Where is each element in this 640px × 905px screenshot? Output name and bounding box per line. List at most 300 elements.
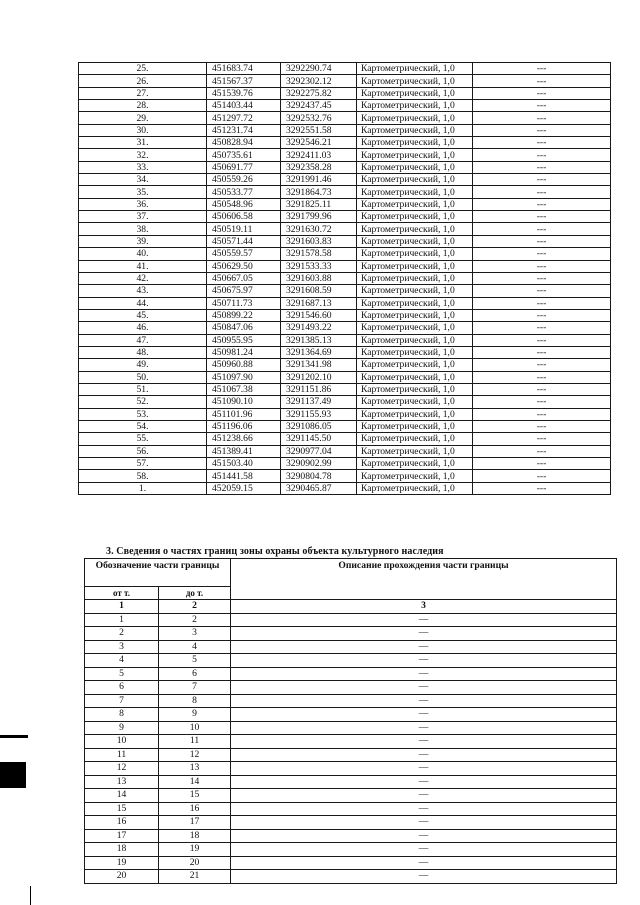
boundary-part-row: [85, 843, 617, 857]
part-description: —: [231, 775, 617, 789]
coordinate-row: [79, 445, 611, 457]
determination-method: Картометрический, 1,0: [357, 396, 473, 408]
to-point: 3: [159, 627, 231, 641]
x-coordinate: 450559.57: [207, 248, 281, 260]
boundary-part-row: [85, 694, 617, 708]
point-description: ---: [473, 482, 611, 494]
point-number: 41.: [79, 260, 207, 272]
point-number: 57.: [79, 458, 207, 470]
point-number: 55.: [79, 433, 207, 445]
y-coordinate: 3291202.10: [281, 371, 357, 383]
to-point: 14: [159, 775, 231, 789]
from-point: 4: [85, 654, 159, 668]
boundary-part-row: [85, 613, 617, 627]
y-coordinate: 3292551.58: [281, 124, 357, 136]
point-description: ---: [473, 100, 611, 112]
coordinate-row: [79, 408, 611, 420]
coordinate-row: [79, 63, 611, 75]
x-coordinate: 451403.44: [207, 100, 281, 112]
determination-method: Картометрический, 1,0: [357, 383, 473, 395]
determination-method: Картометрический, 1,0: [357, 137, 473, 149]
coordinate-row: [79, 383, 611, 395]
point-description: ---: [473, 161, 611, 173]
point-number: 43.: [79, 285, 207, 297]
y-coordinate: 3291533.33: [281, 260, 357, 272]
coordinate-row: [79, 371, 611, 383]
determination-method: Картометрический, 1,0: [357, 285, 473, 297]
part-description: —: [231, 870, 617, 884]
from-point: 12: [85, 762, 159, 776]
point-description: ---: [473, 433, 611, 445]
y-coordinate: 3291864.73: [281, 186, 357, 198]
y-coordinate: 3291603.88: [281, 272, 357, 284]
x-coordinate: 450675.97: [207, 285, 281, 297]
from-point: 7: [85, 694, 159, 708]
part-description: —: [231, 694, 617, 708]
point-number: 47.: [79, 334, 207, 346]
y-coordinate: 3291155.93: [281, 408, 357, 420]
to-point: 18: [159, 829, 231, 843]
point-description: ---: [473, 272, 611, 284]
determination-method: Картометрический, 1,0: [357, 420, 473, 432]
part-description: —: [231, 789, 617, 803]
point-description: ---: [473, 322, 611, 334]
point-number: 52.: [79, 396, 207, 408]
determination-method: Картометрический, 1,0: [357, 75, 473, 87]
boundary-part-row: [85, 816, 617, 830]
determination-method: Картометрический, 1,0: [357, 346, 473, 358]
coordinate-row: [79, 112, 611, 124]
to-point: 9: [159, 708, 231, 722]
point-number: 49.: [79, 359, 207, 371]
boundary-part-row: [85, 681, 617, 695]
point-description: ---: [473, 112, 611, 124]
point-description: ---: [473, 346, 611, 358]
part-description: —: [231, 681, 617, 695]
x-coordinate: 450629.50: [207, 260, 281, 272]
from-point: 6: [85, 681, 159, 695]
part-description: —: [231, 640, 617, 654]
determination-method: Картометрический, 1,0: [357, 248, 473, 260]
to-point: 10: [159, 721, 231, 735]
y-coordinate: 3292358.28: [281, 161, 357, 173]
coordinate-row: [79, 470, 611, 482]
determination-method: Картометрический, 1,0: [357, 63, 473, 75]
to-point: 17: [159, 816, 231, 830]
part-description: —: [231, 762, 617, 776]
x-coordinate: 450847.06: [207, 322, 281, 334]
point-description: ---: [473, 359, 611, 371]
point-number: 33.: [79, 161, 207, 173]
coordinate-row: [79, 297, 611, 309]
column-index-3: 3: [231, 600, 617, 614]
y-coordinate: 3291608.59: [281, 285, 357, 297]
y-coordinate: 3291578.58: [281, 248, 357, 260]
determination-method: Картометрический, 1,0: [357, 124, 473, 136]
coordinates-table: [78, 62, 611, 495]
coordinate-row: [79, 235, 611, 247]
x-coordinate: 450981.24: [207, 346, 281, 358]
boundary-part-row: [85, 735, 617, 749]
determination-method: Картометрический, 1,0: [357, 322, 473, 334]
y-coordinate: 3291086.05: [281, 420, 357, 432]
coordinate-row: [79, 359, 611, 371]
boundary-part-row: [85, 748, 617, 762]
point-number: 58.: [79, 470, 207, 482]
boundary-part-row: [85, 829, 617, 843]
scan-artifact-line: [30, 886, 31, 905]
y-coordinate: 3291145.50: [281, 433, 357, 445]
determination-method: Картометрический, 1,0: [357, 112, 473, 124]
to-point: 2: [159, 613, 231, 627]
from-point: 9: [85, 721, 159, 735]
point-description: ---: [473, 334, 611, 346]
x-coordinate: 451231.74: [207, 124, 281, 136]
determination-method: Картометрический, 1,0: [357, 260, 473, 272]
y-coordinate: 3291825.11: [281, 198, 357, 210]
boundary-part-row: [85, 721, 617, 735]
coordinate-row: [79, 211, 611, 223]
from-point: 20: [85, 870, 159, 884]
part-description: —: [231, 708, 617, 722]
coordinates-table-body: [79, 63, 611, 495]
point-description: ---: [473, 137, 611, 149]
y-coordinate: 3291493.22: [281, 322, 357, 334]
determination-method: Картометрический, 1,0: [357, 272, 473, 284]
x-coordinate: 450519.11: [207, 223, 281, 235]
point-number: 40.: [79, 248, 207, 260]
point-description: ---: [473, 248, 611, 260]
boundary-part-row: [85, 802, 617, 816]
y-coordinate: 3290804.78: [281, 470, 357, 482]
point-description: ---: [473, 371, 611, 383]
point-number: 46.: [79, 322, 207, 334]
determination-method: Картометрический, 1,0: [357, 359, 473, 371]
coordinate-row: [79, 285, 611, 297]
part-description: —: [231, 721, 617, 735]
part-description: —: [231, 856, 617, 870]
to-point-header: до т.: [159, 587, 231, 600]
point-description: ---: [473, 223, 611, 235]
point-number: 1.: [79, 482, 207, 494]
determination-method: Картометрический, 1,0: [357, 433, 473, 445]
x-coordinate: 450828.94: [207, 137, 281, 149]
coordinate-row: [79, 346, 611, 358]
coordinate-row: [79, 75, 611, 87]
column-index-1: 1: [85, 600, 159, 614]
point-description: ---: [473, 408, 611, 420]
x-coordinate: 452059.15: [207, 482, 281, 494]
determination-method: Картометрический, 1,0: [357, 198, 473, 210]
determination-method: Картометрический, 1,0: [357, 100, 473, 112]
y-coordinate: 3291151.86: [281, 383, 357, 395]
part-description: —: [231, 829, 617, 843]
coordinate-row: [79, 309, 611, 321]
determination-method: Картометрический, 1,0: [357, 458, 473, 470]
x-coordinate: 450533.77: [207, 186, 281, 198]
determination-method: Картометрический, 1,0: [357, 371, 473, 383]
boundary-parts-table: [84, 558, 617, 884]
to-point: 6: [159, 667, 231, 681]
coordinate-row: [79, 149, 611, 161]
boundary-part-row: [85, 667, 617, 681]
to-point: 11: [159, 735, 231, 749]
point-description: ---: [473, 458, 611, 470]
point-number: 27.: [79, 87, 207, 99]
to-point: 19: [159, 843, 231, 857]
point-description: ---: [473, 174, 611, 186]
coordinate-row: [79, 124, 611, 136]
point-description: ---: [473, 445, 611, 457]
from-point: 13: [85, 775, 159, 789]
point-number: 54.: [79, 420, 207, 432]
x-coordinate: 451567.37: [207, 75, 281, 87]
y-coordinate: 3292532.76: [281, 112, 357, 124]
point-description: ---: [473, 396, 611, 408]
coordinate-row: [79, 420, 611, 432]
point-description: ---: [473, 235, 611, 247]
determination-method: Картометрический, 1,0: [357, 309, 473, 321]
determination-method: Картометрический, 1,0: [357, 445, 473, 457]
coordinate-row: [79, 458, 611, 470]
point-number: 56.: [79, 445, 207, 457]
determination-method: Картометрический, 1,0: [357, 334, 473, 346]
determination-method: Картометрический, 1,0: [357, 174, 473, 186]
determination-method: Картометрический, 1,0: [357, 235, 473, 247]
scan-artifact-bar: [0, 735, 28, 738]
x-coordinate: 451503.40: [207, 458, 281, 470]
coordinate-row: [79, 87, 611, 99]
boundary-parts-table-body: [85, 613, 617, 883]
point-number: 45.: [79, 309, 207, 321]
point-description: ---: [473, 211, 611, 223]
point-description: ---: [473, 383, 611, 395]
point-number: 29.: [79, 112, 207, 124]
from-point: 17: [85, 829, 159, 843]
determination-method: Картометрический, 1,0: [357, 223, 473, 235]
point-description: ---: [473, 297, 611, 309]
column-index-2: 2: [159, 600, 231, 614]
coordinate-row: [79, 334, 611, 346]
scan-artifact-block: [0, 762, 26, 788]
boundary-part-row: [85, 654, 617, 668]
point-description: ---: [473, 309, 611, 321]
point-number: 25.: [79, 63, 207, 75]
x-coordinate: 450571.44: [207, 235, 281, 247]
part-description: —: [231, 816, 617, 830]
point-number: 39.: [79, 235, 207, 247]
to-point: 16: [159, 802, 231, 816]
point-number: 26.: [79, 75, 207, 87]
to-point: 13: [159, 762, 231, 776]
y-coordinate: 3291687.13: [281, 297, 357, 309]
from-point: 15: [85, 802, 159, 816]
to-point: 4: [159, 640, 231, 654]
designation-header: Обозначение части границы: [85, 559, 231, 587]
coordinate-row: [79, 186, 611, 198]
from-point: 10: [85, 735, 159, 749]
x-coordinate: 451097.90: [207, 371, 281, 383]
y-coordinate: 3291137.49: [281, 396, 357, 408]
to-point: 20: [159, 856, 231, 870]
determination-method: Картометрический, 1,0: [357, 87, 473, 99]
x-coordinate: 451297.72: [207, 112, 281, 124]
determination-method: Картометрический, 1,0: [357, 408, 473, 420]
part-description: —: [231, 613, 617, 627]
from-point: 11: [85, 748, 159, 762]
boundary-part-row: [85, 627, 617, 641]
x-coordinate: 450960.88: [207, 359, 281, 371]
y-coordinate: 3291630.72: [281, 223, 357, 235]
point-description: ---: [473, 186, 611, 198]
determination-method: Картометрический, 1,0: [357, 149, 473, 161]
y-coordinate: 3292437.45: [281, 100, 357, 112]
y-coordinate: 3292290.74: [281, 63, 357, 75]
point-description: ---: [473, 149, 611, 161]
x-coordinate: 450711.73: [207, 297, 281, 309]
coordinate-row: [79, 198, 611, 210]
y-coordinate: 3291341.98: [281, 359, 357, 371]
determination-method: Картометрический, 1,0: [357, 297, 473, 309]
point-description: ---: [473, 63, 611, 75]
point-description: ---: [473, 75, 611, 87]
part-description: —: [231, 667, 617, 681]
point-number: 51.: [79, 383, 207, 395]
coordinate-row: [79, 260, 611, 272]
description-header: Описание прохождения части границы: [231, 559, 617, 600]
from-point: 18: [85, 843, 159, 857]
boundary-part-row: [85, 762, 617, 776]
y-coordinate: 3290977.04: [281, 445, 357, 457]
x-coordinate: 450606.58: [207, 211, 281, 223]
x-coordinate: 451389.41: [207, 445, 281, 457]
point-number: 31.: [79, 137, 207, 149]
x-coordinate: 450559.26: [207, 174, 281, 186]
point-description: ---: [473, 87, 611, 99]
coordinate-row: [79, 322, 611, 334]
part-description: —: [231, 735, 617, 749]
y-coordinate: 3291364.69: [281, 346, 357, 358]
to-point: 12: [159, 748, 231, 762]
point-number: 35.: [79, 186, 207, 198]
point-number: 28.: [79, 100, 207, 112]
point-number: 36.: [79, 198, 207, 210]
point-number: 32.: [79, 149, 207, 161]
point-number: 38.: [79, 223, 207, 235]
point-description: ---: [473, 124, 611, 136]
point-number: 48.: [79, 346, 207, 358]
y-coordinate: 3290465.87: [281, 482, 357, 494]
from-point: 1: [85, 613, 159, 627]
coordinate-row: [79, 482, 611, 494]
point-number: 30.: [79, 124, 207, 136]
x-coordinate: 451683.74: [207, 63, 281, 75]
boundary-part-row: [85, 775, 617, 789]
point-description: ---: [473, 285, 611, 297]
determination-method: Картометрический, 1,0: [357, 211, 473, 223]
boundary-part-row: [85, 870, 617, 884]
determination-method: Картометрический, 1,0: [357, 470, 473, 482]
from-point: 19: [85, 856, 159, 870]
x-coordinate: 451441.58: [207, 470, 281, 482]
point-description: ---: [473, 470, 611, 482]
y-coordinate: 3292411.03: [281, 149, 357, 161]
coordinate-row: [79, 272, 611, 284]
coordinate-row: [79, 396, 611, 408]
x-coordinate: 451090.10: [207, 396, 281, 408]
coordinate-row: [79, 161, 611, 173]
boundary-part-row: [85, 856, 617, 870]
part-description: —: [231, 843, 617, 857]
x-coordinate: 450691.77: [207, 161, 281, 173]
y-coordinate: 3291799.96: [281, 211, 357, 223]
point-number: 34.: [79, 174, 207, 186]
y-coordinate: 3291385.13: [281, 334, 357, 346]
to-point: 7: [159, 681, 231, 695]
x-coordinate: 450548.96: [207, 198, 281, 210]
y-coordinate: 3292546.21: [281, 137, 357, 149]
from-point: 16: [85, 816, 159, 830]
x-coordinate: 451539.76: [207, 87, 281, 99]
determination-method: Картометрический, 1,0: [357, 161, 473, 173]
x-coordinate: 450667.05: [207, 272, 281, 284]
to-point: 8: [159, 694, 231, 708]
y-coordinate: 3291603.83: [281, 235, 357, 247]
part-description: —: [231, 627, 617, 641]
part-description: —: [231, 748, 617, 762]
from-point: 5: [85, 667, 159, 681]
coordinate-row: [79, 174, 611, 186]
coordinate-row: [79, 248, 611, 260]
boundary-part-row: [85, 789, 617, 803]
from-point: 2: [85, 627, 159, 641]
point-number: 37.: [79, 211, 207, 223]
from-point: 8: [85, 708, 159, 722]
x-coordinate: 450955.95: [207, 334, 281, 346]
y-coordinate: 3292275.82: [281, 87, 357, 99]
point-description: ---: [473, 420, 611, 432]
coordinate-row: [79, 137, 611, 149]
coordinate-row: [79, 100, 611, 112]
point-description: ---: [473, 260, 611, 272]
to-point: 15: [159, 789, 231, 803]
x-coordinate: 451101.96: [207, 408, 281, 420]
part-description: —: [231, 802, 617, 816]
x-coordinate: 451238.66: [207, 433, 281, 445]
section-3-title: 3. Сведения о частях границ зоны охраны объекта культурного наследия: [106, 546, 444, 557]
point-number: 50.: [79, 371, 207, 383]
y-coordinate: 3291546.60: [281, 309, 357, 321]
y-coordinate: 3292302.12: [281, 75, 357, 87]
boundary-part-row: [85, 708, 617, 722]
x-coordinate: 450735.61: [207, 149, 281, 161]
point-number: 53.: [79, 408, 207, 420]
from-point: 14: [85, 789, 159, 803]
determination-method: Картометрический, 1,0: [357, 482, 473, 494]
determination-method: Картометрический, 1,0: [357, 186, 473, 198]
to-point: 5: [159, 654, 231, 668]
part-description: —: [231, 654, 617, 668]
x-coordinate: 451067.38: [207, 383, 281, 395]
to-point: 21: [159, 870, 231, 884]
boundary-part-row: [85, 640, 617, 654]
y-coordinate: 3291991.46: [281, 174, 357, 186]
x-coordinate: 451196.06: [207, 420, 281, 432]
from-point: 3: [85, 640, 159, 654]
coordinate-row: [79, 223, 611, 235]
point-number: 42.: [79, 272, 207, 284]
from-point-header: от т.: [85, 587, 159, 600]
